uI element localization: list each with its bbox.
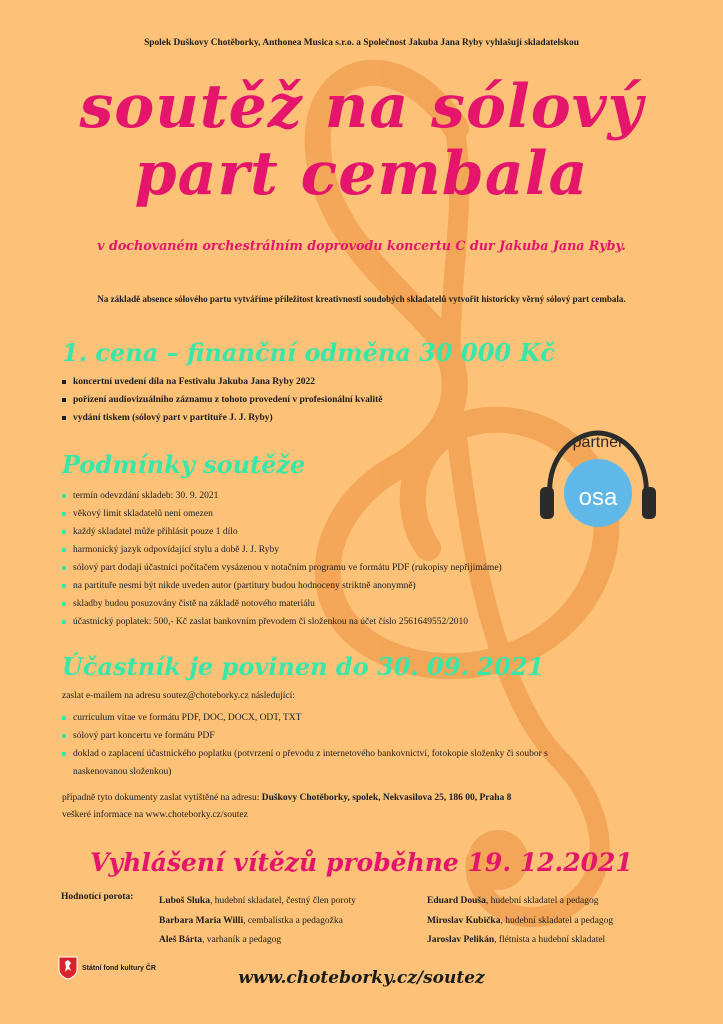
jury-column-right bbox=[427, 892, 613, 951]
jury-member: Eduard Douša, hudební skladatel a pedagog bbox=[427, 896, 599, 906]
list-item: skladby budou posuzovány čistě na základě notového materiálu bbox=[62, 595, 602, 613]
subtitle: v dochovaném orchestrálním doprovodu koncertu C dur Jakuba Jana Ryby. bbox=[97, 238, 626, 253]
jury-label: Hodnotící porota: bbox=[61, 892, 134, 902]
jury-member: Luboš Sluka, hudební skladatel, čestný člen poroty bbox=[159, 896, 356, 906]
sfk-name: Státní fond kultury ČR bbox=[82, 964, 156, 972]
list-item: koncertní uvedení díla na Festivalu Jakuba Jana Ryby 2022 bbox=[62, 373, 602, 391]
list-item: účastnický poplatek: 500,- Kč zaslat bankovním převodem či složenkou na účet číslo 2561649552/2010 bbox=[62, 613, 602, 631]
list-item: pořízení audiovizuálního záznamu z tohoto provedení v profesionální kvalitě bbox=[62, 391, 602, 409]
jury-member: Aleš Bárta, varhaník a pedagog bbox=[159, 935, 282, 945]
title-line-2: part cembala bbox=[134, 139, 589, 209]
list-item: doklad o zaplacení účastnického poplatku (potvrzení o převodu z internetového bankovnictví, fotokopie složenky či soubor s naskenovanou složenkou) bbox=[62, 745, 582, 781]
postal-note: případně tyto dokumenty zaslat vytištěné na adresu: Duškovy Chotěborky, spolek, Nekvasilova 25, 186 00, Praha 8 bbox=[62, 793, 512, 803]
obligations-heading: Účastník je povinen do 30. 09. 2021 bbox=[62, 652, 545, 681]
website-link[interactable]: www.choteborky.cz/soutez bbox=[238, 968, 485, 988]
title-line-1: soutěž na sólový bbox=[79, 72, 644, 142]
intro-line: Spolek Duškovy Chotěborky, Anthonea Musica s.r.o. a Společnost Jakuba Jana Ryby vyhlašují skladatelskou bbox=[144, 38, 579, 48]
jury-member: Jaroslav Pelikán, flétnista a hudební skladatel bbox=[427, 935, 606, 945]
prize-list bbox=[62, 373, 602, 427]
obligations-intro: zaslat e-mailem na adresu soutez@choteborky.cz následující: bbox=[62, 691, 295, 701]
list-item: věkový limit skladatelů není omezen bbox=[62, 505, 602, 523]
prize-heading: 1. cena – finanční odměna 30 000 Kč bbox=[62, 338, 555, 367]
partner-osa-logo bbox=[536, 425, 660, 535]
list-item: vydání tiskem (sólový part v partituře J. J. Ryby) bbox=[62, 409, 602, 427]
list-item: každý skladatel může přihlásit pouze 1 dílo bbox=[62, 523, 602, 541]
jury-member: Barbara Maria Willi, cembalistka a pedagožka bbox=[159, 915, 343, 926]
list-item: harmonický jazyk odpovídající stylu a době J. J. Ryby bbox=[62, 541, 602, 559]
partner-label: partner bbox=[572, 434, 624, 451]
announcement: Vyhlášení vítězů proběhne 19. 12.2021 bbox=[90, 848, 633, 877]
list-item: sólový part koncertu ve formátu PDF bbox=[62, 727, 582, 745]
conditions-list bbox=[62, 487, 602, 631]
obligations-list bbox=[62, 709, 582, 781]
description: Na základě absence sólového partu vytváříme příležitost kreativnosti soudobých skladatelů vytvořit historicky věrný sólový part cembala. bbox=[97, 294, 626, 304]
conditions-heading: Podmínky soutěže bbox=[62, 450, 306, 479]
jury-member: Miroslav Kubička, hudební skladatel a pedagog bbox=[427, 915, 614, 926]
info-note: veškeré informace na www.choteborky.cz/soutez bbox=[62, 810, 248, 820]
osa-logo-text: osa bbox=[578, 484, 618, 511]
list-item: curriculum vitae ve formátu PDF, DOC, DOCX, ODT, TXT bbox=[62, 709, 582, 727]
list-item: sólový part dodají účastníci počítačem vysázenou v notačním programu ve formátu PDF (rukopisy nepřijímáme) bbox=[62, 559, 602, 577]
list-item: termín odevzdání skladeb: 30. 9. 2021 bbox=[62, 487, 602, 505]
page-title bbox=[0, 74, 723, 208]
jury-column-left bbox=[159, 892, 356, 951]
list-item: na partituře nesmí být nikde uveden autor (partitury budou hodnoceny striktně anonymně) bbox=[62, 577, 602, 595]
